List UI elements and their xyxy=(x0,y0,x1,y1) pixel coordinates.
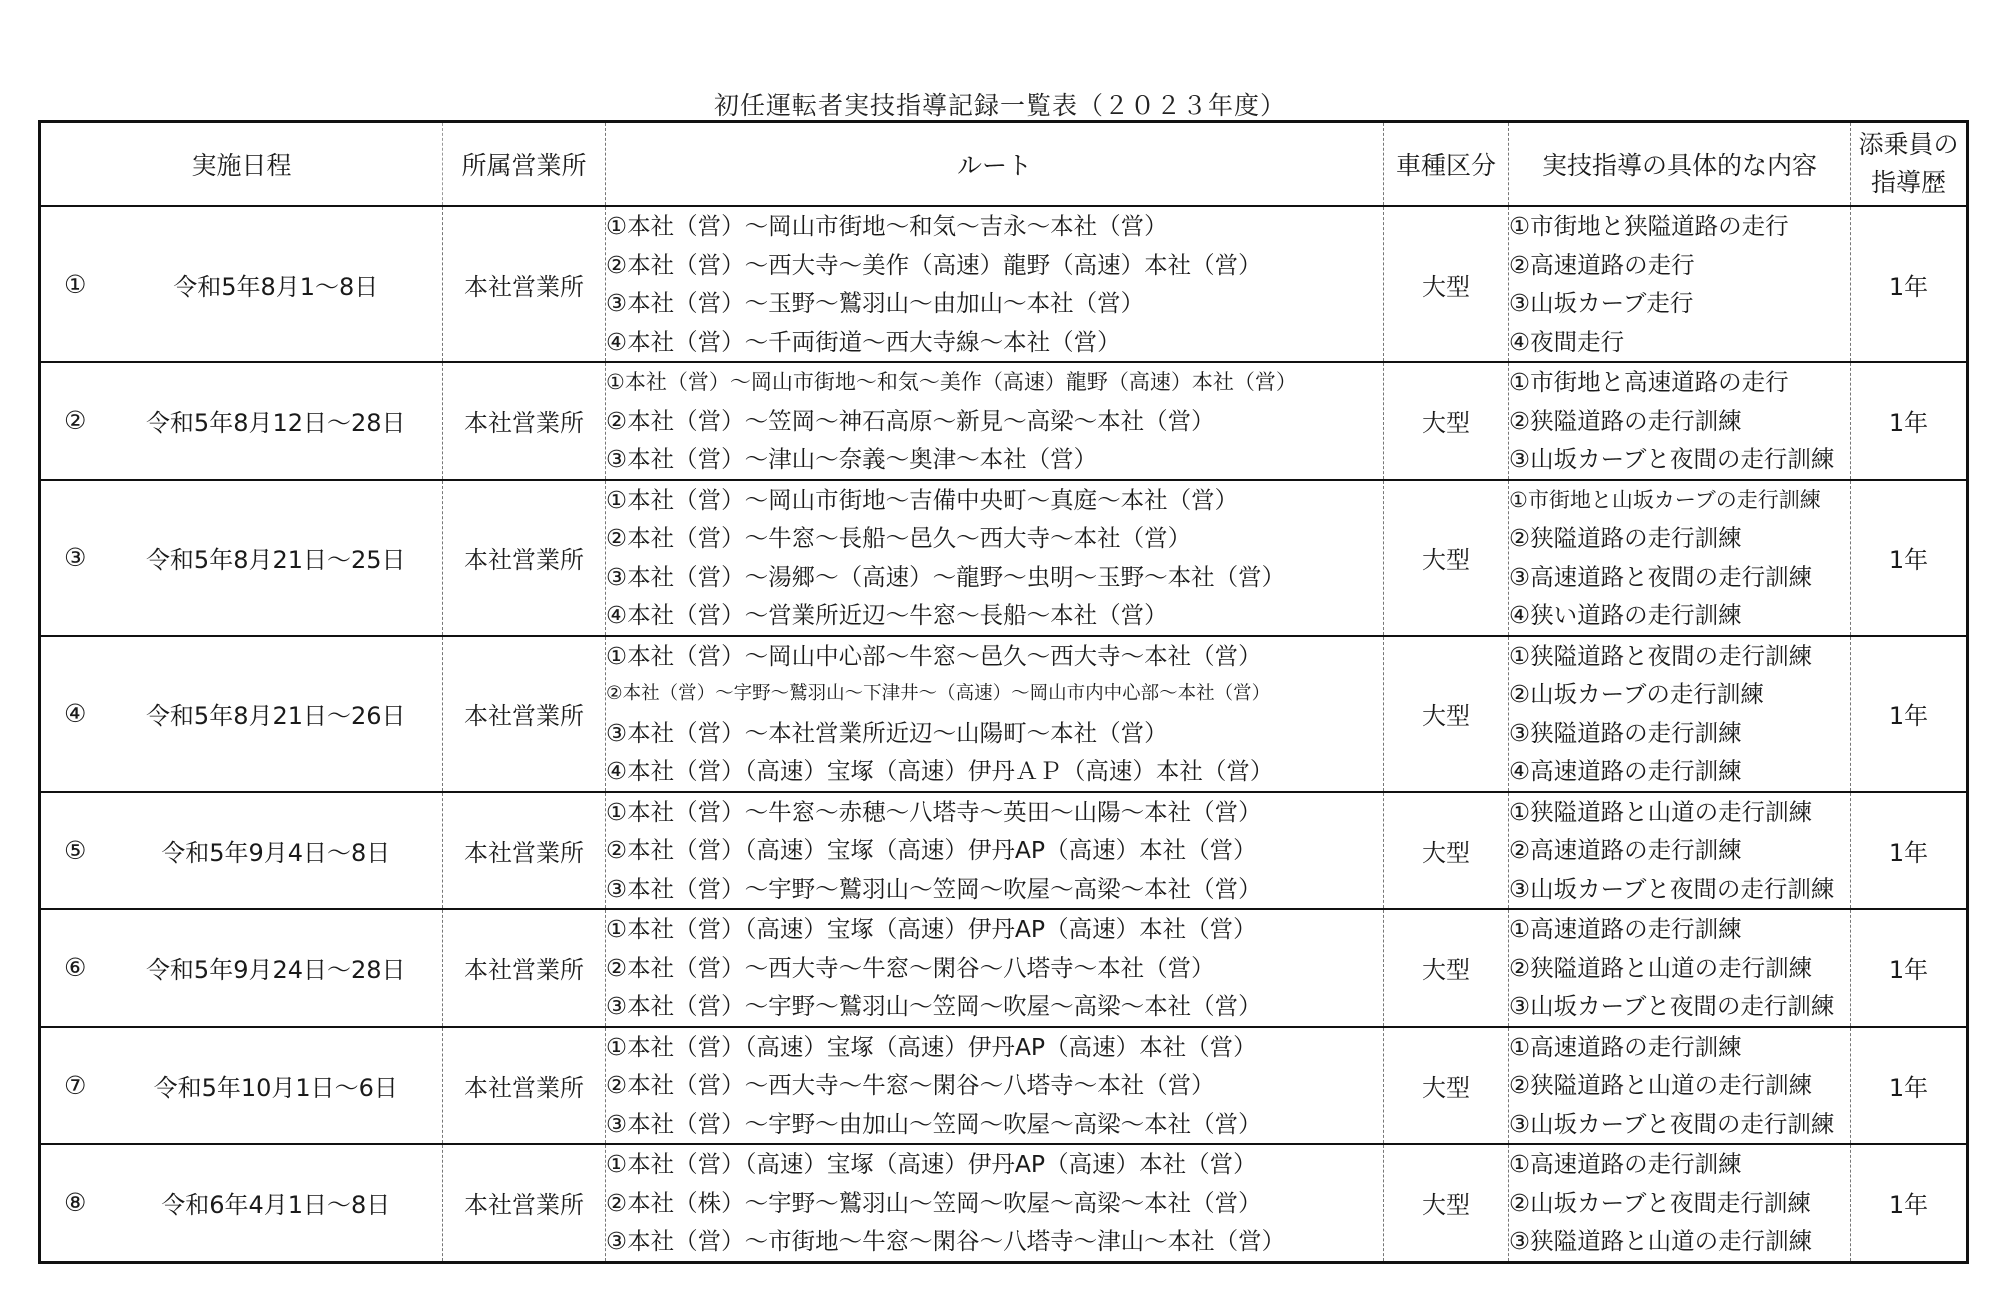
content-line: ①市街地と狭隘道路の走行 xyxy=(1509,212,1789,240)
route-line: ③本社（営）～宇野～鷲羽山～笠岡～吹屋～高梁～本社（営） xyxy=(606,992,1262,1020)
row-contents xyxy=(1509,1027,1851,1145)
route-line: ②本社（営）（高速）宝塚（高速）伊丹AP（高速）本社（営） xyxy=(606,836,1257,864)
row-office: 本社営業所 xyxy=(443,792,606,910)
table-row xyxy=(40,636,1968,792)
route-line: ①本社（営）～岡山市街地～和気～吉永～本社（営） xyxy=(606,212,1168,240)
content-line: ②高速道路の走行 xyxy=(1509,250,1695,279)
row-routes xyxy=(606,480,1384,636)
content-line: ④夜間走行 xyxy=(1509,327,1625,356)
content-line: ②山坂カーブの走行訓練 xyxy=(1509,680,1764,708)
route-line: ②本社（営）～笠岡～神石高原～新見～高梁～本社（営） xyxy=(606,406,1215,435)
route-line: ①本社（営）～牛窓～赤穂～八塔寺～英田～山陽～本社（営） xyxy=(606,797,1262,826)
row-number: ① xyxy=(40,206,110,362)
header-experience-line1: 添乗員の xyxy=(1858,130,1959,159)
route-line: ①本社（営）～岡山市街地～吉備中央町～真庭～本社（営） xyxy=(606,485,1239,514)
row-contents xyxy=(1509,636,1851,792)
row-contents xyxy=(1509,362,1851,480)
row-contents xyxy=(1509,480,1851,636)
row-office: 本社営業所 xyxy=(443,206,606,362)
content-line: ①高速道路の走行訓練 xyxy=(1509,1150,1742,1178)
table-row xyxy=(40,909,1968,1027)
header-schedule: 実施日程 xyxy=(40,122,443,207)
route-line: ③本社（営）～津山～奈義～奥津～本社（営） xyxy=(606,445,1098,473)
row-date: 令和5年8月1～8日 xyxy=(110,206,443,362)
content-line: ③山坂カーブと夜間の走行訓練 xyxy=(1509,874,1835,903)
row-vehicle-type: 大型 xyxy=(1384,792,1509,910)
row-date: 令和6年4月1日～8日 xyxy=(110,1144,443,1262)
row-routes xyxy=(606,636,1384,792)
row-experience: 1年 xyxy=(1851,1027,1968,1145)
row-vehicle-type: 大型 xyxy=(1384,909,1509,1027)
route-line: ②本社（株）～宇野～鷲羽山～笠岡～吹屋～高梁～本社（営） xyxy=(606,1188,1262,1217)
table-row xyxy=(40,1144,1968,1262)
row-date: 令和5年9月4日～8日 xyxy=(110,792,443,910)
route-line: ①本社（営）（高速）宝塚（高速）伊丹AP（高速）本社（営） xyxy=(606,1150,1257,1178)
route-line: ①本社（営）（高速）宝塚（高速）伊丹AP（高速）本社（営） xyxy=(606,915,1257,943)
route-line: ①本社（営）～岡山市街地～和気～美作（高速）龍野（高速）本社（営） xyxy=(606,370,1297,394)
header-office: 所属営業所 xyxy=(443,122,606,207)
content-line: ②狭隘道路の走行訓練 xyxy=(1509,406,1742,435)
table-row xyxy=(40,1027,1968,1145)
row-number: ⑧ xyxy=(40,1144,110,1262)
row-number: ⑥ xyxy=(40,909,110,1027)
row-office: 本社営業所 xyxy=(443,636,606,792)
route-line: ④本社（営）～営業所近辺～牛窓～長船～本社（営） xyxy=(606,601,1168,629)
row-contents xyxy=(1509,792,1851,910)
content-line: ①高速道路の走行訓練 xyxy=(1509,915,1742,943)
route-line: ②本社（営）～西大寺～牛窓～閑谷～八塔寺～本社（営） xyxy=(606,953,1215,982)
row-date: 令和5年8月21日～25日 xyxy=(110,480,443,636)
row-number: ⑦ xyxy=(40,1027,110,1145)
row-office: 本社営業所 xyxy=(443,1144,606,1262)
instruction-record-table xyxy=(38,120,1969,1264)
row-vehicle-type: 大型 xyxy=(1384,362,1509,480)
table-row xyxy=(40,792,1968,910)
row-experience: 1年 xyxy=(1851,792,1968,910)
route-line: ②本社（営）～宇野～鷲羽山～下津井～（高速）～岡山市内中心部～本社（営） xyxy=(606,683,1271,704)
row-routes xyxy=(606,909,1384,1027)
row-experience: 1年 xyxy=(1851,909,1968,1027)
row-routes xyxy=(606,362,1384,480)
content-line: ②山坂カーブと夜間走行訓練 xyxy=(1509,1188,1811,1217)
route-line: ④本社（営）～千両街道～西大寺線～本社（営） xyxy=(606,327,1121,356)
row-experience: 1年 xyxy=(1851,206,1968,362)
row-routes xyxy=(606,792,1384,910)
row-number: ④ xyxy=(40,636,110,792)
content-line: ④高速道路の走行訓練 xyxy=(1509,757,1742,785)
row-number: ⑤ xyxy=(40,792,110,910)
row-experience: 1年 xyxy=(1851,636,1968,792)
content-line: ①狭隘道路と夜間の走行訓練 xyxy=(1509,641,1813,670)
content-line: ①市街地と山坂カーブの走行訓練 xyxy=(1509,487,1821,512)
row-vehicle-type: 大型 xyxy=(1384,206,1509,362)
route-line: ③本社（営）～玉野～鷲羽山～由加山～本社（営） xyxy=(606,289,1145,317)
row-vehicle-type: 大型 xyxy=(1384,480,1509,636)
row-routes xyxy=(606,1027,1384,1145)
row-routes xyxy=(606,206,1384,362)
row-office: 本社営業所 xyxy=(443,362,606,480)
content-line: ②狭隘道路の走行訓練 xyxy=(1509,524,1742,552)
content-line: ②狭隘道路と山道の走行訓練 xyxy=(1509,953,1813,982)
row-vehicle-type: 大型 xyxy=(1384,1144,1509,1262)
header-vehicle-type: 車種区分 xyxy=(1384,122,1509,207)
content-line: ②高速道路の走行訓練 xyxy=(1509,836,1742,864)
content-line: ③狭隘道路と山道の走行訓練 xyxy=(1509,1227,1813,1255)
route-line: ③本社（営）～宇野～鷲羽山～笠岡～吹屋～高梁～本社（営） xyxy=(606,874,1262,903)
route-line: ②本社（営）～西大寺～牛窓～閑谷～八塔寺～本社（営） xyxy=(606,1071,1215,1099)
row-office: 本社営業所 xyxy=(443,480,606,636)
row-routes xyxy=(606,1144,1384,1262)
content-line: ③山坂カーブ走行 xyxy=(1509,289,1694,317)
row-contents xyxy=(1509,909,1851,1027)
row-vehicle-type: 大型 xyxy=(1384,636,1509,792)
content-line: ④狭い道路の走行訓練 xyxy=(1509,601,1742,629)
row-office: 本社営業所 xyxy=(443,1027,606,1145)
content-line: ③山坂カーブと夜間の走行訓練 xyxy=(1509,445,1835,473)
document-title: 初任運転者実技指導記録一覧表（２０２３年度） xyxy=(713,91,1286,120)
content-line: ①狭隘道路と山道の走行訓練 xyxy=(1509,797,1813,826)
row-number: ③ xyxy=(40,480,110,636)
row-experience: 1年 xyxy=(1851,1144,1968,1262)
row-date: 令和5年8月12日～28日 xyxy=(110,362,443,480)
route-line: ②本社（営）～西大寺～美作（高速）龍野（高速）本社（営） xyxy=(606,250,1262,279)
route-line: ③本社（営）～宇野～由加山～笠岡～吹屋～高梁～本社（営） xyxy=(606,1109,1262,1138)
route-line: ②本社（営）～牛窓～長船～邑久～西大寺～本社（営） xyxy=(606,524,1192,552)
content-line: ③山坂カーブと夜間の走行訓練 xyxy=(1509,992,1835,1020)
route-line: ③本社（営）～市街地～牛窓～閑谷～八塔寺～津山～本社（営） xyxy=(606,1227,1286,1255)
content-line: ①市街地と高速道路の走行 xyxy=(1509,368,1789,396)
header-content: 実技指導の具体的な内容 xyxy=(1509,122,1851,207)
header-route: ルート xyxy=(606,122,1384,207)
table-header-row xyxy=(40,122,1968,207)
table-row xyxy=(40,480,1968,636)
table-row xyxy=(40,362,1968,480)
content-line: ③山坂カーブと夜間の走行訓練 xyxy=(1509,1109,1835,1138)
content-line: ③狭隘道路の走行訓練 xyxy=(1509,718,1742,747)
row-number: ② xyxy=(40,362,110,480)
table-row xyxy=(40,206,1968,362)
route-line: ①本社（営）～岡山中心部～牛窓～邑久～西大寺～本社（営） xyxy=(606,641,1262,670)
content-line: ③高速道路と夜間の走行訓練 xyxy=(1509,562,1813,591)
row-date: 令和5年8月21日～26日 xyxy=(110,636,443,792)
route-line: ③本社（営）～本社営業所近辺～山陽町～本社（営） xyxy=(606,718,1168,747)
row-contents xyxy=(1509,1144,1851,1262)
row-experience: 1年 xyxy=(1851,362,1968,480)
route-line: ③本社（営）～湯郷～（高速）～龍野～虫明～玉野～本社（営） xyxy=(606,562,1286,591)
row-date: 令和5年10月1日～6日 xyxy=(110,1027,443,1145)
route-line: ④本社（営）（高速）宝塚（高速）伊丹ＡＰ（高速）本社（営） xyxy=(606,757,1274,785)
row-contents xyxy=(1509,206,1851,362)
header-experience-line2: 指導歴 xyxy=(1871,168,1947,197)
content-line: ①高速道路の走行訓練 xyxy=(1509,1032,1742,1061)
route-line: ①本社（営）（高速）宝塚（高速）伊丹AP（高速）本社（営） xyxy=(606,1032,1257,1061)
content-line: ②狭隘道路と山道の走行訓練 xyxy=(1509,1071,1813,1099)
row-experience: 1年 xyxy=(1851,480,1968,636)
row-vehicle-type: 大型 xyxy=(1384,1027,1509,1145)
row-date: 令和5年9月24日～28日 xyxy=(110,909,443,1027)
header-experience xyxy=(1851,122,1968,207)
row-office: 本社営業所 xyxy=(443,909,606,1027)
